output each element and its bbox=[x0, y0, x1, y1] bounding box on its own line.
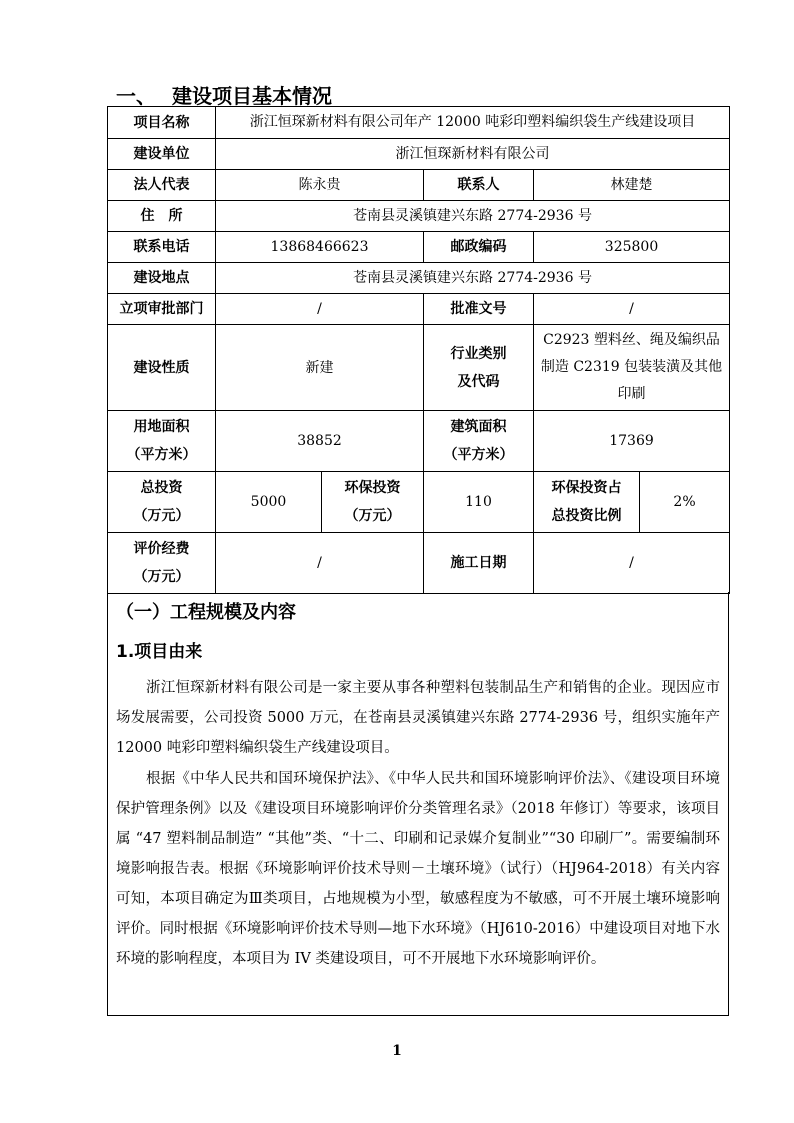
section-subtitle: 1.项目由来 bbox=[116, 642, 203, 662]
env-invest-label-line2: （万元） bbox=[344, 508, 401, 524]
eval-fee-label-line1: 评价经费 bbox=[133, 541, 190, 557]
paragraph-1: 浙江恒琛新材料有限公司是一家主要从事各种塑料包装制品生产和销售的企业。现因应市场发展需要，公司投资 5000 万元，在苍南县灵溪镇建兴东路 2774-2936 号，组织实施年产 12000 吨彩印塑料编织袋生产线建设项目。 bbox=[116, 680, 720, 756]
paragraph-2: 根据《中华人民共和国环境保护法》、《中华人民共和国环境影响评价法》、《建设项目环境保护管理条例》以及《建设项目环境影响评价分类管理名录》（2018 年修订）等要求，该项目属 “47 塑料制品制造” “其他”类、“十二、印刷和记录媒介复制业”“30 印刷厂”。需要编制环境影响报告表。根据《环境影响评价技术导则－土壤环境》（试行）（HJ964-2018）有关内容可知，本项目确定为Ⅲ类项目，占地规模为小型，敏感程度为不敏感，可不开展土壤环境影响评价。同时根据《环境影响评价技术导则—地下水环境》（HJ610-2016）中建设项目对地下水环境的影响程度，本项目为 IV 类建设项目，可不开展地下水环境影响评价。 bbox=[116, 771, 720, 967]
land-area-value: 38852 bbox=[216, 411, 424, 472]
table-row bbox=[108, 107, 730, 139]
industry-label-line1: 行业类别 bbox=[450, 345, 507, 362]
site-value: 苍南县灵溪镇建兴东路 2774-2936 号 bbox=[216, 263, 730, 294]
land-area-label-line1: 用地面积 bbox=[133, 419, 190, 435]
land-area-label-line2: （平方米） bbox=[126, 447, 197, 463]
table-row bbox=[108, 139, 730, 170]
land-area-label bbox=[108, 411, 216, 472]
eval-fee-label-line2: （万元） bbox=[133, 569, 190, 585]
building-area-label-line2: （平方米） bbox=[443, 447, 514, 463]
env-ratio-label bbox=[534, 472, 640, 533]
section-heading bbox=[116, 80, 332, 109]
total-invest-label-line2: （万元） bbox=[133, 508, 190, 524]
total-invest-value: 5000 bbox=[216, 472, 322, 533]
table-row bbox=[108, 294, 730, 325]
industry-label-line2: 及代码 bbox=[457, 373, 500, 390]
table-row bbox=[108, 325, 730, 411]
approval-doc-value: / bbox=[534, 294, 730, 325]
table-row bbox=[108, 232, 730, 263]
nature-value: 新建 bbox=[216, 325, 424, 411]
table-row bbox=[108, 533, 730, 594]
section-title: （一）工程规模及内容 bbox=[116, 602, 296, 623]
industry-label bbox=[424, 325, 534, 411]
postcode-label: 邮政编码 bbox=[424, 232, 534, 263]
project-info-table bbox=[107, 106, 730, 594]
env-invest-label bbox=[322, 472, 424, 533]
eval-fee-label bbox=[108, 533, 216, 594]
env-ratio-label-line1: 环保投资占 bbox=[551, 480, 622, 496]
postcode-value: 325800 bbox=[534, 232, 730, 263]
nature-label: 建设性质 bbox=[108, 325, 216, 411]
contact-value: 林建楚 bbox=[534, 170, 730, 201]
env-invest-value: 110 bbox=[424, 472, 534, 533]
building-area-label-line1: 建筑面积 bbox=[450, 419, 507, 435]
unit-value: 浙江恒琛新材料有限公司 bbox=[216, 139, 730, 170]
legal-rep-label: 法人代表 bbox=[108, 170, 216, 201]
legal-rep-value: 陈永贵 bbox=[216, 170, 424, 201]
project-name-value: 浙江恒琛新材料有限公司年产 12000 吨彩印塑料编织袋生产线建设项目 bbox=[216, 107, 730, 139]
heading-title: 建设项目基本情况 bbox=[172, 84, 332, 108]
address-label: 住 所 bbox=[108, 201, 216, 232]
unit-label: 建设单位 bbox=[108, 139, 216, 170]
building-area-value: 17369 bbox=[534, 411, 730, 472]
approval-doc-label: 批准文号 bbox=[424, 294, 534, 325]
env-ratio-value: 2% bbox=[640, 472, 730, 533]
address-value: 苍南县灵溪镇建兴东路 2774-2936 号 bbox=[216, 201, 730, 232]
table-row bbox=[108, 411, 730, 472]
total-invest-label bbox=[108, 472, 216, 533]
approval-dept-value: / bbox=[216, 294, 424, 325]
table-row bbox=[108, 472, 730, 533]
industry-value: C2923 塑料丝、绳及编织品制造 C2319 包装装潢及其他印刷 bbox=[534, 325, 730, 411]
table-row bbox=[108, 263, 730, 294]
building-area-label bbox=[424, 411, 534, 472]
total-invest-label-line1: 总投资 bbox=[140, 480, 183, 496]
phone-label: 联系电话 bbox=[108, 232, 216, 263]
table-row bbox=[108, 170, 730, 201]
table-row bbox=[108, 201, 730, 232]
env-ratio-label-line2: 总投资比例 bbox=[551, 508, 622, 524]
contact-label: 联系人 bbox=[424, 170, 534, 201]
heading-number: 一、 bbox=[116, 84, 156, 108]
env-invest-label-line1: 环保投资 bbox=[344, 480, 401, 496]
site-label: 建设地点 bbox=[108, 263, 216, 294]
start-date-label: 施工日期 bbox=[424, 533, 534, 594]
phone-value: 13868466623 bbox=[216, 232, 424, 263]
approval-dept-label: 立项审批部门 bbox=[108, 294, 216, 325]
eval-fee-value: / bbox=[216, 533, 424, 594]
project-name-label: 项目名称 bbox=[108, 107, 216, 139]
start-date-value: / bbox=[534, 533, 730, 594]
page-number: 1 bbox=[392, 1043, 402, 1059]
